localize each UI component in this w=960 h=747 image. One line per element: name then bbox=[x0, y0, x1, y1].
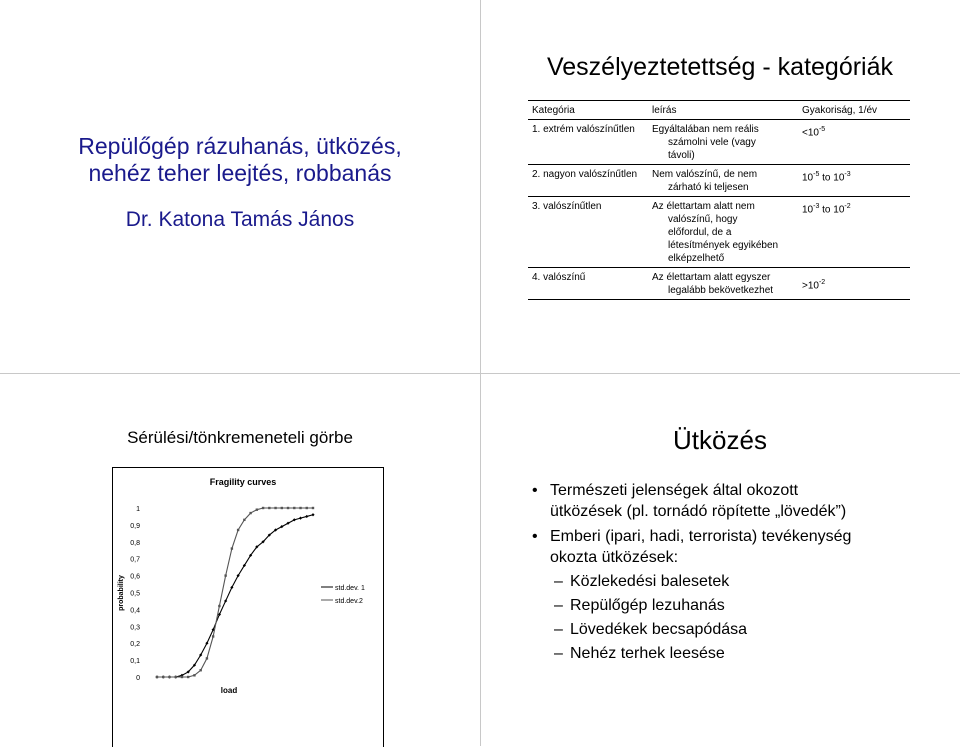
row-4-freq-exp: -2 bbox=[818, 279, 826, 286]
row-2-desc-line: zárható ki teljesen bbox=[668, 182, 749, 193]
bullet-glyph: • bbox=[532, 482, 538, 499]
data-point bbox=[305, 515, 308, 518]
fragility-chart bbox=[113, 468, 383, 747]
data-point bbox=[268, 507, 270, 509]
x-axis-label: load bbox=[220, 686, 238, 695]
row-3-frequency bbox=[798, 197, 910, 268]
legend-label: std.dev. 1 bbox=[335, 585, 365, 592]
table-row bbox=[528, 268, 910, 300]
row-3-freq-exp2: -2 bbox=[844, 203, 851, 210]
data-point bbox=[168, 676, 170, 678]
row-1-desc-line: távoli) bbox=[668, 150, 695, 161]
data-point bbox=[249, 512, 251, 514]
header-frequency: Gyakoriság, 1/év bbox=[798, 101, 910, 120]
y-tick-label: 0,5 bbox=[130, 590, 140, 598]
slide-4-title: Ütközés bbox=[673, 425, 767, 455]
row-3-freq-mid: to 10 bbox=[819, 204, 845, 216]
y-tick-label: 0,4 bbox=[130, 607, 140, 615]
data-point bbox=[224, 574, 226, 576]
row-2-category: 2. nagyon valószínűtlen bbox=[528, 165, 648, 197]
data-point bbox=[256, 508, 258, 510]
table-row bbox=[528, 120, 910, 165]
data-point bbox=[312, 507, 314, 509]
row-4-freq-base: >10 bbox=[802, 280, 819, 292]
row-1-description bbox=[648, 120, 798, 165]
data-point bbox=[193, 674, 195, 676]
data-point bbox=[206, 657, 208, 659]
row-3-desc-line: létesítmények egyikében bbox=[668, 240, 779, 251]
bullet-item bbox=[530, 526, 940, 568]
bullet-1-line2: ütközések (pl. tornádó röpítette „lövedék”) bbox=[550, 503, 847, 520]
row-1-desc-line: számolni vele (vagy bbox=[668, 137, 756, 148]
row-3-desc-line: valószínű, hogy bbox=[668, 214, 738, 225]
series-line-2 bbox=[157, 508, 313, 677]
y-tick-label: 0,6 bbox=[130, 573, 140, 581]
header-category: Kategória bbox=[528, 101, 648, 120]
data-point bbox=[218, 605, 220, 607]
y-axis-label: probability bbox=[118, 575, 125, 611]
y-tick-label: 0,3 bbox=[130, 624, 140, 632]
data-point bbox=[187, 676, 189, 678]
bullet-glyph: • bbox=[532, 528, 538, 545]
slide-1-title-line2: nehéz teher leejtés, robbanás bbox=[88, 160, 392, 186]
bullet-1-line1: Természeti jelenségek által okozott bbox=[550, 482, 799, 499]
slide-1-title bbox=[40, 133, 440, 187]
row-2-freq-exp: -5 bbox=[813, 171, 820, 178]
row-3-desc-line: elképzelhető bbox=[668, 253, 725, 264]
row-2-freq-mid: to 10 bbox=[819, 172, 845, 184]
dash-glyph: – bbox=[554, 621, 563, 638]
row-3-freq-base: 10 bbox=[802, 204, 814, 216]
chart-title: Fragility curves bbox=[209, 477, 277, 487]
category-table bbox=[528, 100, 910, 300]
bullet-item bbox=[530, 480, 940, 522]
bullet-2-line1: Emberi (ipari, hadi, terrorista) tevékenység bbox=[550, 528, 852, 545]
row-2-description bbox=[648, 165, 798, 197]
data-point bbox=[156, 676, 158, 678]
slide-1-title-line1: Repülőgép rázuhanás, ütközés, bbox=[78, 133, 402, 159]
sub-bullet-item bbox=[530, 594, 940, 618]
table-row bbox=[528, 197, 910, 268]
dash-glyph: – bbox=[554, 645, 563, 662]
row-2-desc-line: Nem valószínű, de nem bbox=[652, 169, 758, 180]
row-3-desc-line: előfordul, de a bbox=[668, 227, 732, 238]
y-tick-label: 0 bbox=[136, 675, 140, 682]
bullet-2-line2: okozta ütközések: bbox=[550, 549, 679, 566]
sub-bullet-item bbox=[530, 642, 940, 666]
row-2-frequency bbox=[798, 165, 910, 197]
slide-1-author: Dr. Katona Tamás János bbox=[125, 208, 355, 231]
data-point bbox=[299, 517, 302, 520]
data-point bbox=[293, 507, 295, 509]
data-point bbox=[231, 547, 233, 549]
fragility-chart-frame bbox=[112, 467, 384, 747]
data-point bbox=[311, 513, 314, 516]
data-point bbox=[243, 519, 245, 521]
row-4-desc-line: legalább bekövetkezhet bbox=[668, 285, 774, 296]
row-3-description bbox=[648, 197, 798, 268]
sub-bullet-text: Repülőgép lezuhanás bbox=[570, 597, 725, 614]
row-4-description bbox=[648, 268, 798, 300]
data-point bbox=[199, 669, 201, 671]
row-3-desc-line: Az élettartam alatt nem bbox=[652, 201, 755, 212]
row-2-freq-base: 10 bbox=[802, 172, 814, 184]
row-4-desc-line: Az élettartam alatt egyszer bbox=[652, 272, 771, 283]
data-point bbox=[262, 507, 264, 509]
table-row bbox=[528, 165, 910, 197]
y-tick-label: 1 bbox=[136, 506, 140, 513]
data-point bbox=[299, 507, 301, 509]
data-point bbox=[237, 529, 239, 531]
sub-bullet-item bbox=[530, 570, 940, 594]
data-point bbox=[274, 507, 276, 509]
row-1-frequency bbox=[798, 120, 910, 165]
slide-2-title: Veszélyeztetettség - kategóriák bbox=[546, 53, 894, 81]
row-3-category: 3. valószínűtlen bbox=[528, 197, 648, 268]
y-tick-label: 0,2 bbox=[130, 641, 140, 649]
sub-bullet-text: Lövedékek becsapódása bbox=[570, 621, 748, 638]
data-point bbox=[162, 676, 164, 678]
y-tick-label: 0,9 bbox=[130, 522, 140, 530]
row-1-freq-exp: -5 bbox=[818, 126, 826, 133]
data-point bbox=[175, 676, 177, 678]
table-header-row bbox=[528, 101, 910, 120]
y-tick-label: 0,7 bbox=[130, 556, 140, 564]
bullet-list bbox=[530, 480, 940, 666]
dash-glyph: – bbox=[554, 597, 563, 614]
row-3-freq-exp: -3 bbox=[813, 203, 820, 210]
sub-bullet-text: Nehéz terhek leesése bbox=[570, 645, 725, 662]
data-point bbox=[306, 507, 308, 509]
data-point bbox=[212, 635, 214, 637]
y-tick-label: 0,1 bbox=[130, 658, 140, 666]
data-point bbox=[287, 507, 289, 509]
dash-glyph: – bbox=[554, 573, 563, 590]
row-4-category: 4. valószínű bbox=[528, 268, 648, 300]
row-4-frequency bbox=[798, 268, 910, 300]
legend-label: std.dev.2 bbox=[335, 598, 363, 605]
row-2-freq-exp2: -3 bbox=[844, 171, 851, 178]
y-tick-label: 0,8 bbox=[130, 539, 140, 547]
sub-bullet-text: Közlekedési balesetek bbox=[570, 573, 730, 590]
sub-bullet-list bbox=[530, 570, 940, 666]
header-description: leírás bbox=[648, 101, 798, 120]
row-1-freq-base: <10 bbox=[802, 127, 819, 139]
row-1-category: 1. extrém valószínűtlen bbox=[528, 120, 648, 165]
data-point bbox=[181, 676, 183, 678]
data-point bbox=[281, 507, 283, 509]
sub-bullet-item bbox=[530, 618, 940, 642]
horizontal-divider bbox=[0, 373, 960, 374]
row-1-desc-line: Egyáltalában nem reális bbox=[652, 124, 759, 135]
slide-3-title: Sérülési/tönkremeneteli görbe bbox=[127, 428, 353, 447]
